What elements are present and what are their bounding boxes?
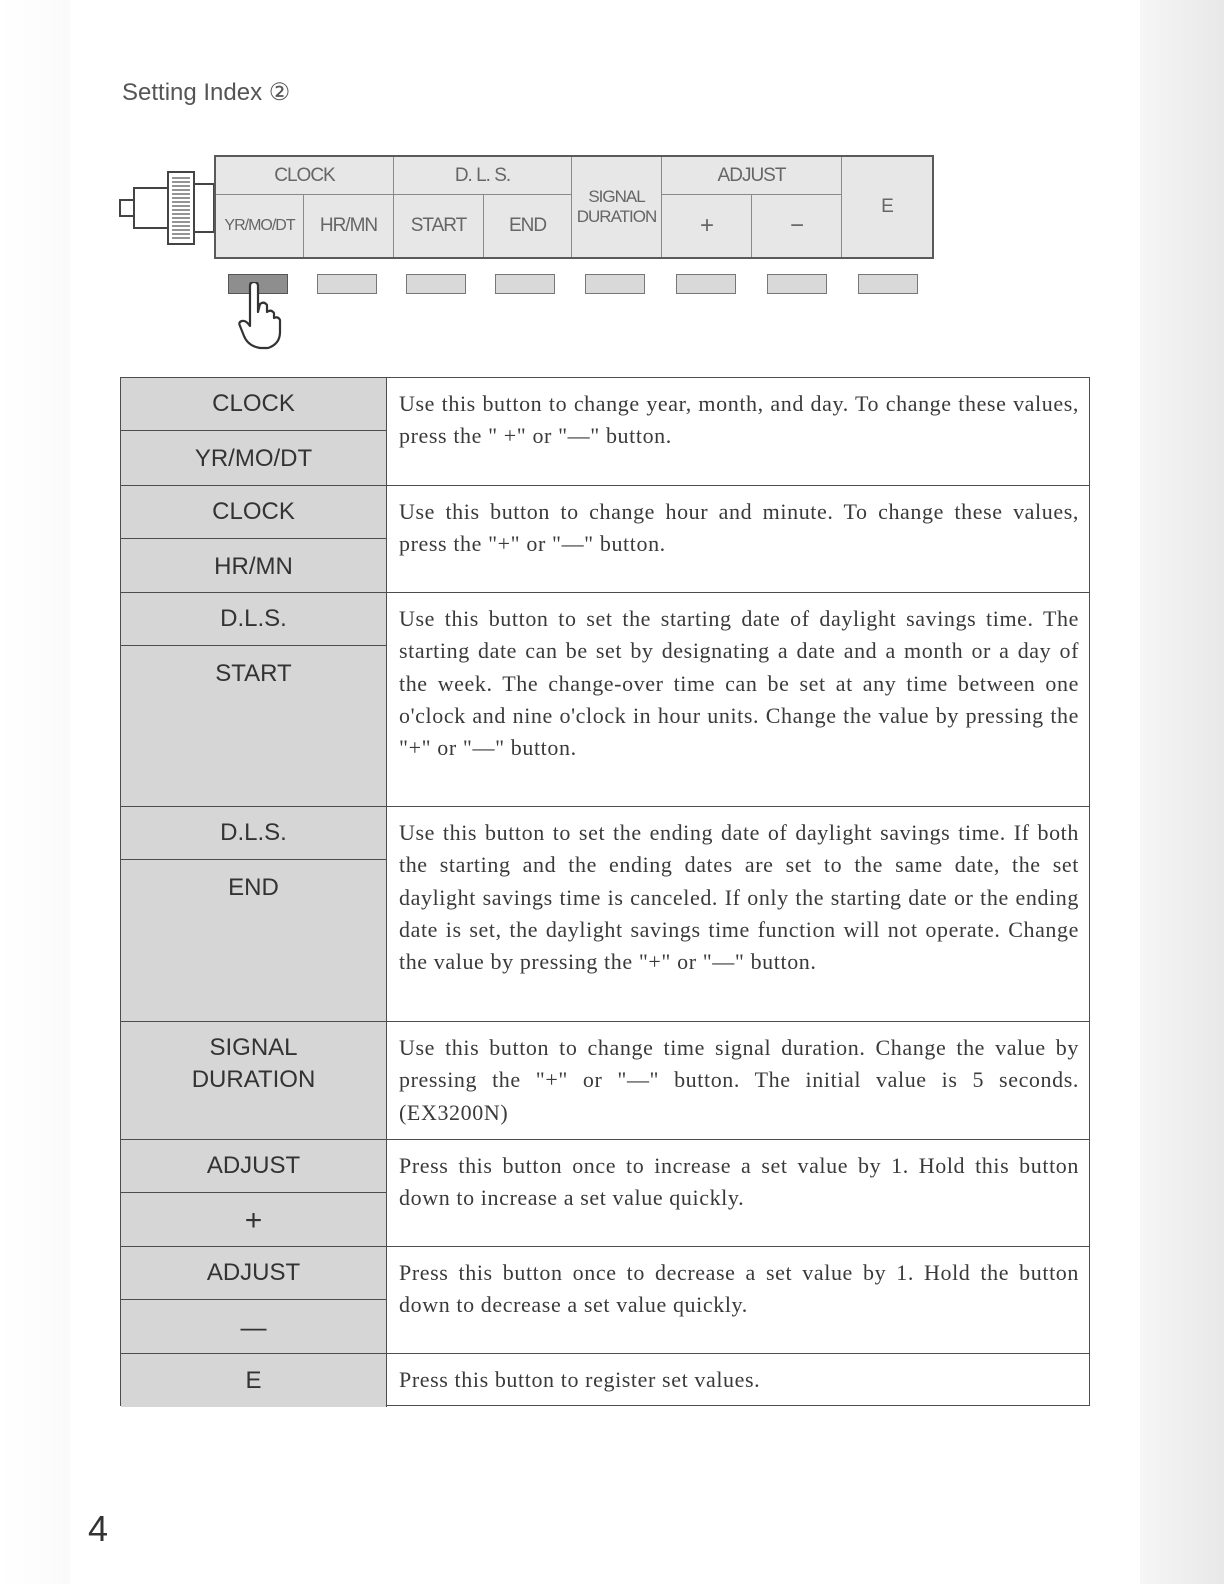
panel-group-dls: D. L. S. (394, 157, 572, 195)
row-label-single: E (245, 1366, 262, 1394)
panel-group-clock: CLOCK (216, 157, 394, 195)
row-description: Use this button to change time signal duration. Change the value by pressing the "+" or "—" button. The initial value is 5 seconds. (EX3200N) (399, 1035, 1079, 1125)
panel-button-yr-mo-dt[interactable]: YR/MO/DT (216, 195, 304, 257)
row-label-top: D.L.S. (121, 807, 386, 860)
control-panel (214, 155, 934, 259)
panel-button-end[interactable]: END (484, 195, 572, 257)
table-row (121, 807, 1089, 1022)
row-description: Use this button to set the starting date of daylight savings time. The starting date can be set by designating a date and a month or a day of the week. The change-over time can be set at any time between one o'clock and nine o'clock in hour units. Change the value by pressing the "+" or "—" button. (399, 606, 1079, 761)
table-row (121, 1354, 1089, 1407)
panel-button-minus[interactable]: − (752, 195, 842, 257)
table-row (121, 1247, 1089, 1354)
row-label-line: DURATION (191, 1066, 316, 1093)
row-label-top: CLOCK (121, 486, 386, 539)
row-label-bottom: START (215, 659, 292, 687)
row-label-top: CLOCK (121, 378, 386, 431)
key-signal-duration[interactable] (585, 274, 645, 294)
row-label (121, 807, 387, 1021)
key-e[interactable] (858, 274, 918, 294)
key-hr-mn[interactable] (317, 274, 377, 294)
row-label (121, 486, 387, 592)
page-number: 4 (88, 1508, 109, 1549)
row-description: Use this button to change hour and minute. To change these values, press the "+" or "—" button. (399, 499, 1079, 557)
row-description: Press this button to register set values. (399, 1367, 761, 1392)
key-end[interactable] (495, 274, 555, 294)
row-label (121, 1354, 387, 1407)
row-label-top: ADJUST (121, 1247, 386, 1300)
row-label (121, 1247, 387, 1353)
key-minus[interactable] (767, 274, 827, 294)
row-description: Press this button once to decrease a set value by 1. Hold the button down to decrease a set value quickly. (399, 1260, 1079, 1318)
row-description: Use this button to set the ending date of daylight savings time. If both the starting and the ending dates are set to the same date, the set daylight savings time is canceled. If only the starting date or the ending date is set, the daylight savings time function will not operate. Change the value by pressing the "+" or "—" button. (399, 820, 1079, 975)
settings-table (120, 377, 1090, 1406)
key-row (0, 274, 1224, 296)
page-edge-left (0, 0, 70, 1584)
row-label-signal-duration (121, 1032, 386, 1096)
connector-plug-icon (118, 170, 216, 246)
panel-button-start[interactable]: START (394, 195, 484, 257)
row-label-bottom: END (228, 873, 279, 901)
row-label (121, 1140, 387, 1246)
table-row (121, 1140, 1089, 1247)
table-row (121, 593, 1089, 807)
row-label-bottom: + (244, 1203, 263, 1237)
row-label (121, 378, 387, 485)
row-label-bottom: HR/MN (214, 552, 293, 580)
page-edge-right (1140, 0, 1224, 1584)
row-label-top: D.L.S. (121, 593, 386, 646)
row-description: Use this button to change year, month, and day. To change these values, press the " +" or "—" button. (399, 391, 1079, 449)
row-description: Press this button once to increase a set value by 1. Hold this button down to increase a set value quickly. (399, 1153, 1079, 1211)
panel-button-hr-mn[interactable]: HR/MN (304, 195, 394, 257)
panel-group-adjust: ADJUST (662, 157, 842, 195)
row-label-bottom: — (240, 1312, 267, 1342)
table-row (121, 378, 1089, 486)
pointing-hand-icon (234, 282, 288, 350)
row-label (121, 593, 387, 806)
table-row (121, 1022, 1089, 1140)
row-label-bottom: YR/MO/DT (194, 444, 313, 472)
row-label-top: ADJUST (121, 1140, 386, 1193)
panel-button-signal-duration[interactable]: SIGNAL DURATION (572, 157, 662, 257)
key-start[interactable] (406, 274, 466, 294)
key-plus[interactable] (676, 274, 736, 294)
row-label (121, 1022, 387, 1139)
row-label-line: SIGNAL (209, 1034, 298, 1061)
table-row (121, 486, 1089, 593)
section-title: Setting Index ② (122, 79, 291, 106)
panel-button-e[interactable]: E (881, 196, 893, 218)
panel-button-plus[interactable]: + (662, 195, 752, 257)
